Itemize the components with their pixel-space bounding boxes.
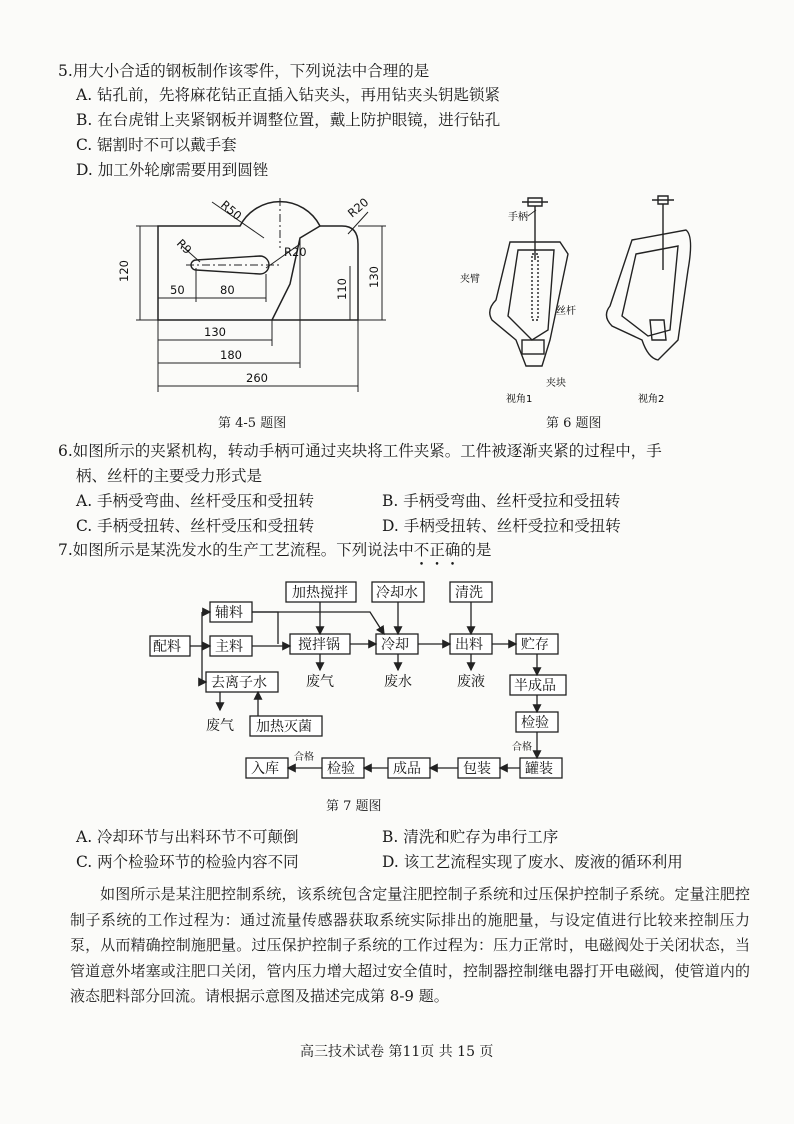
dim-120: 120 [117, 260, 131, 282]
node-ruku: 入库 [251, 761, 279, 777]
dim-80: 80 [220, 283, 235, 297]
handle-label: 手柄 [508, 212, 528, 223]
q5-option-c: C. 锯割时不可以戴手套 [76, 136, 237, 154]
label-hege1: 合格 [512, 742, 532, 753]
dim-110: 110 [335, 278, 349, 300]
view1-label: 视角1 [506, 394, 533, 405]
q7-stem-suffix: 的是 [460, 541, 492, 559]
node-guanzhuang: 罐装 [525, 761, 553, 777]
screw-label: 丝杆 [556, 306, 576, 317]
q7-stem-emphasis: 不 [413, 541, 430, 559]
node-feiqi1: 废气 [306, 674, 334, 690]
node-jiaobanguo: 搅拌锅 [298, 637, 340, 653]
clamp-arm-label: 夹臂 [460, 274, 480, 285]
q7-stem-emphasis: 确 [444, 541, 461, 559]
q6-stem-1: 6.如图所示的夹紧机构，转动手柄可通过夹块将工件夹紧。工件被逐渐夹紧的过程中，手 [58, 442, 662, 460]
node-jiaremiejun: 加热灭菌 [256, 719, 312, 735]
dim-180: 180 [220, 348, 242, 362]
q7-option-c: C. 两个检验环节的检验内容不同 [76, 853, 299, 871]
q7-stem [58, 539, 491, 561]
process-flowchart [140, 576, 580, 786]
node-zhucun: 贮存 [521, 637, 549, 653]
clamp-view2 [606, 196, 690, 360]
q7-stem-prefix: 7.如图所示是某洗发水的生产工艺流程。下列说法中 [58, 541, 414, 559]
q5-option-d: D. 加工外轮廓需要用到圆锉 [76, 161, 269, 179]
node-lengque: 冷却 [381, 637, 409, 653]
part-outline [158, 202, 358, 320]
q6-option-b: B. 手柄受弯曲、丝杆受拉和受扭转 [382, 492, 621, 510]
dim-130h: 130 [204, 325, 226, 339]
r50-label: R50 [218, 197, 245, 223]
part-notch [272, 226, 320, 320]
view2-label: 视角2 [638, 394, 665, 405]
node-feiye: 废液 [457, 674, 485, 690]
fig45-caption: 第 4-5 题图 [218, 416, 287, 431]
block-label: 夹块 [546, 378, 566, 389]
q5-option-b: B. 在台虎钳上夹紧钢板并调整位置，戴上防护眼镜，进行钻孔 [76, 111, 501, 129]
node-quliziishui: 去离子水 [211, 675, 267, 691]
r9-label: R9 [173, 236, 195, 257]
page-footer: 高三技术试卷 第11页 共 15 页 [300, 1044, 494, 1060]
node-peiliao: 配料 [153, 639, 181, 655]
q8-9-intro-text: 如图所示是某注肥控制系统，该系统包含定量注肥控制子系统和过压保护控制子系统。定量注肥控制子系统的工作过程为：通过流量传感器获取系统实际排出的施肥量，与设定值进行比较来控制压力泵，从而精确控制施肥量。过压保护控制子系统的工作过程为：压力正常时，电磁阀处于关闭状态，当管道意外堵塞或注肥口关闭，管内压力增大超过安全值时，控制器控制继电器打开电磁阀，使管道内的液态肥料部分回流。请根据示意图及描述完成第 8-9 题。 [70, 885, 750, 1005]
dim-130v: 130 [367, 266, 381, 288]
clamp-view1 [490, 198, 568, 366]
node-feishui: 废水 [384, 674, 412, 690]
node-jianyan1: 检验 [521, 715, 549, 731]
q5-option-a: A. 钻孔前，先将麻花钻正直插入钻夹头，再用钻夹头钥匙锁紧 [76, 86, 501, 104]
node-qingxi: 清洗 [455, 585, 483, 601]
node-banchengpin: 半成品 [514, 678, 556, 694]
q6-option-a: A. 手柄受弯曲、丝杆受压和受扭转 [76, 492, 315, 510]
dim-50: 50 [170, 283, 185, 297]
q7-option-b: B. 清洗和贮存为串行工序 [382, 828, 559, 846]
fig6-caption: 第 6 题图 [546, 416, 602, 431]
node-chengpin: 成品 [393, 761, 421, 777]
node-lengqueshui: 冷却水 [376, 585, 418, 601]
dim-260: 260 [246, 371, 268, 385]
q6-stem-2: 柄、丝杆的主要受力形式是 [76, 467, 263, 485]
clamp-figure [452, 190, 714, 408]
r20b-label: R20 [284, 245, 307, 259]
r20a-label: R20 [344, 195, 372, 221]
q5-stem: 5.用大小合适的钢板制作该零件，下列说法中合理的是 [58, 62, 430, 80]
node-jianyan2: 检验 [327, 761, 355, 777]
node-chuliao: 出料 [455, 637, 483, 653]
q7-option-a: A. 冷却环节与出料环节不可颠倒 [76, 828, 299, 846]
q8-9-intro [70, 882, 750, 1010]
node-zhuliao: 主料 [215, 639, 243, 655]
node-jiarejiaoban: 加热搅拌 [292, 585, 348, 601]
part-drawing [100, 188, 420, 400]
label-hege2: 合格 [294, 752, 314, 763]
handle-icon [522, 198, 548, 206]
q7-stem-emphasis: 正 [429, 541, 445, 559]
q6-option-d: D. 手柄受扭转、丝杆受拉和受扭转 [382, 517, 621, 535]
node-baozhuang: 包装 [463, 761, 491, 777]
fig7-caption: 第 7 题图 [326, 799, 382, 814]
q7-option-d: D. 该工艺流程实现了废水、废液的循环利用 [382, 853, 683, 871]
q6-option-c: C. 手柄受扭转、丝杆受压和受扭转 [76, 517, 315, 535]
node-feiqi2: 废气 [206, 718, 234, 734]
node-fuliao: 辅料 [215, 605, 243, 621]
